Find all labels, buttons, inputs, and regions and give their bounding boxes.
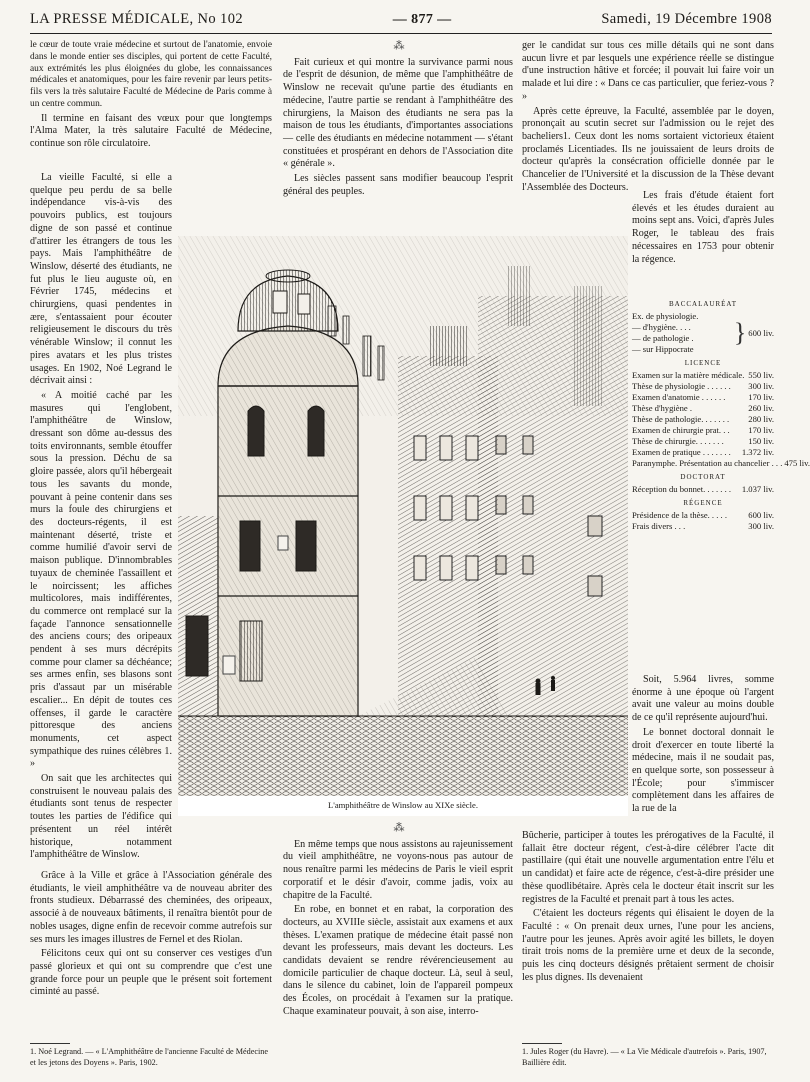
engraving-figure [178,236,628,816]
fee-amount: 1.037 liv. [741,484,774,494]
fee-label: Présidence de la thèse. . . . . [632,510,727,520]
journal-title: LA PRESSE MÉDICALE, No 102 [30,11,244,27]
paragraph: Les frais d'étude étaient fort élevés et les études duraient au moins sept ans. Voici, d'après Jules Roger, le tableau des frais nécessaires en 1753 pour obtenir la régence. [632,190,774,265]
doctorat-rows [632,484,774,495]
page-header [30,6,772,34]
column-2-bottom [283,822,513,1021]
paragraph: Bûcherie, participer à toutes les prérogatives de la Faculté, il fallait être docteur régent, c'est-à-dire célébrer l'acte dit pastillaire (qui était une nouvelle argumentation entre l'élu et un candidat) et faire acte de régence, c'est-à-dire présider une thèse quodlibétaire. Après cela le docteur était inscrit sur les registres de la Faculté et prenait part à tous les actes. [522,830,774,905]
column-3-footnote [522,1043,774,1070]
section-separator: ⁂ [393,822,403,834]
table-heading: LICENCE [684,359,722,367]
fee-amount: 475 liv. [784,458,810,468]
paragraph: le cœur de toute vraie médecine et surtout de l'anatomie, envoie dans le monde entier ses disciples, qui portent de cette Faculté, aux extrémités les plus éloignées du globe, les connaissances médicales et anatomiques, pour les faire revenir par leurs petits-fils vers la très salutaire Faculté de Médecine de Paris comme à un centre commun. [30,40,272,109]
baccalaureat-item: Ex. de physiologie. [632,311,699,321]
licence-rows [632,370,810,469]
fee-amount: 170 liv. [748,425,774,435]
fee-row [632,510,774,521]
fee-label: Thèse de physiologie . . . . . . [632,381,731,391]
column-1-narrow [30,172,172,864]
baccalaureat-item: — d'hygiène. . . . [632,322,691,332]
column-1-bottom [30,870,272,1001]
paragraph: Le bonnet doctoral donnait le droit d'exercer en toute liberté la médecine, mais il ne soudait pas, en quelque sorte, son possesseur à l'École; pour s'immiscer complètement dans les affaires de la rue de la [632,726,774,815]
quote-paragraph: « A moitié caché par les masures qui l'englobent, l'amphithéâtre de Winslow, dressant son dôme au-dessus des toits environnants, semble étouffer sous la pression. Déchu de sa gloire passée, alors qu'il hébergeait tous les savants du monde, pouvant à peine contenir dans ses murs la foule des chirurgiens et des docteurs-régents, il est maintenant déserté, triste et comme humilié d'avoir servi de maison publique. D'innombrables tuyaux de cheminée l'assaillent et le noircissent; les affiches multicolores, mais indifférentes, du commerce ont remplacé sur la façade l'annonce sensationnelle des anciens cours; des oripeaux pendent à ses murs décrépits comme pour clamer sa déchéance; ses armes enfin, ses blasons sont pris d'assaut par un misérable escalier... En dépit de toutes ces offenses, il garde le caractère pittoresque des anciens monuments, cet aspect sympathique des ruines célèbres 1. » [30,389,172,770]
paragraph: Il termine en faisant des vœux pour que longtemps l'Alma Mater, la très salutaire Faculté de Médecine, continue son rôle circulatoire. [30,112,272,150]
column-3-intro [632,190,774,268]
fee-amount: 260 liv. [748,403,774,413]
paragraph: On sait que les architectes qui construisent le nouveau palais des étudiants sont tenus de respecter toutes les parties de l'édifice qui présentent un réel intérêt historique, notamment l'amphithéâtre de Winslow. [30,773,172,861]
fee-row [632,392,774,403]
fee-label: Examen d'anatomie . . . . . . [632,392,726,402]
paragraph: Félicitons ceux qui ont su conserver ces vestiges d'un passé glorieux et qui ont su comprendre que c'est une grande force pour un peuple que le présent soit fortement ciminté au passé. [30,948,272,998]
column-3-mid [632,674,774,818]
paragraph: En même temps que nous assistons au rajeunissement du vieil amphithéâtre, ne voyons-nous pas autour de nous renaître parmi les médecins de Paris le vieil esprit corporatif et le désir d'avoir, comme jadis, voix au chapitre de la Faculté. [283,838,513,901]
fee-label: Examen sur la matière médicale. [632,370,745,380]
table-heading: DOCTORAT [680,473,726,481]
paragraph: Les siècles passent sans modifier beaucoup l'esprit général des peuples. [283,173,513,197]
fees-table [632,296,810,532]
fee-row [632,425,774,436]
column-3-top [522,40,774,196]
fee-row [632,381,774,392]
baccalaureat-item: — de pathologie . [632,333,694,343]
paragraph: Fait curieux et qui montre la survivance parmi nous de l'esprit de désunion, de même que l'amphithéâtre de Winslow ne recevait qu'une partie des étudiants en médecine, l'autre partie se rendant à l'amphithéâtre des chirurgiens, la Maison des étudiants ne sera pas la maison de tous les étudiants, d'importantes associations — celle des étudiants en médecine notamment — s'étant constituées et prospérant en dehors de l'Association dite « générale ». [283,56,513,170]
fee-amount: 150 liv. [748,436,774,446]
fee-row [632,484,774,495]
column-1-top [30,40,272,153]
fee-row [632,521,774,532]
paragraph: Après cette épreuve, la Faculté, assemblée par le doyen, prononçait au scutin secret sur l'admission ou le rejet des bacheliers1. Ceux dont les noms sortaient victorieux étaient proclamés Licentiades. Ils ne jouissaient de leurs droits de docteur qu'après la consécration officielle donnée par le Chancelier de l'Université et la discussion de la Thèse devant l'Assemblée des Docteurs. [522,105,774,193]
fee-row [632,414,774,425]
page-number: — 877 — [392,11,452,27]
table-heading: RÉGENCE [683,499,723,507]
section-separator: ⁂ [393,40,403,52]
fee-amount: 600 liv. [748,510,774,520]
figure-caption: L'amphithéâtre de Winslow au XIXe siècle. [328,800,478,810]
fee-label: Thèse de pathologie. . . . . . . [632,414,730,424]
footnote-rule [522,1043,562,1044]
fee-amount: 300 liv. [748,521,774,531]
footnote: 1. Jules Roger (du Havre). — « La Vie Médicale d'autrefois ». Paris, 1907, Baillière édit. [522,1047,767,1067]
baccalaureat-amount: 600 liv. [748,327,774,338]
footnote: 1. Noé Legrand. — « L'Amphithéâtre de l'ancienne Faculté de Médecine et les jetons des Doyens ». Paris, 1902. [30,1047,269,1067]
fee-label: Frais divers . . . [632,521,686,531]
fee-row [632,370,774,381]
column-2-top [283,40,513,200]
fee-label: Thèse de chirurgie. . . . . . . [632,436,724,446]
baccalaureat-item: — sur Hippocrate [632,344,694,354]
fee-amount: 300 liv. [748,381,774,391]
amphitheatre-engraving [178,236,628,796]
issue-date: Samedi, 19 Décembre 1908 [601,11,772,27]
paragraph: La vieille Faculté, si elle a quelque peu perdu de sa belle indépendance vis-à-vis des pouvoirs publics, est toujours digne de son passé et continue d'attirer les étrangers de tous les pays. Mais l'amphithéâtre de Winslow, déserté des étudiants, ne fut plus le lieu auguste où, en Février 1745, médecins et chirurgiens, quasi pendentes in ære, s'entassaient pour écouter religieusement le discours du très vénérable Winslow; il connut les pires avatars et les plus tristes usages. En 1902, Noé Legrand le décrivait ainsi : [30,172,172,387]
fee-label: Examen de chirurgie prat. . . [632,425,730,435]
fee-row [632,458,810,469]
fee-amount: 550 liv. [748,370,774,380]
table-heading: BACCALAURÉAT [668,300,737,308]
fee-amount: 170 liv. [748,392,774,402]
fee-label: Paranymphe. Présentation au chancelier . . . [632,458,783,468]
fee-label: Thèse d'hygiène . [632,403,693,413]
fee-row [632,447,774,458]
footnote-rule [30,1043,70,1044]
fee-row [632,403,774,414]
baccalaureat-items [632,311,732,355]
paragraph: C'étaient les docteurs régents qui élisaient le doyen de la Faculté : « On prenait deux urnes, l'une pour les anciens, l'autre pour les jeunes. Après avoir agité les billets, le doyen tirait trois noms de la première urne et deux de la seconde, puis les cinq docteurs désignés prêtaient serment de choisir les plus dignes. Ils devenaient [522,908,774,983]
fee-row [632,436,774,447]
paragraph: Grâce à la Ville et grâce à l'Association générale des étudiants, le vieil amphithéâtre va de nouveau abriter des fronts studieux. Débarrassé des cheminées, des oripeaux, associé à de nouveaux bâtiments, il renaîtra bientôt pour de nobles usages, digne enfin de recevoir comme autrefois sur ses murs les images illustres de Fernel et des Riolan. [30,870,272,945]
brace: } [733,318,747,347]
fee-label: Réception du bonnet. . . . . . . [632,484,732,494]
column-1-footnote [30,1043,272,1070]
baccalaureat-group [632,311,774,355]
paragraph: Soit, 5.964 livres, somme énorme à une époque où l'argent avait une valeur au moins double de ce qu'il représente aujourd'hui. [632,674,774,724]
paragraph: ger le candidat sur tous ces mille détails qui ne sont dans aucun livre et par lesquels une expérience réelle se distingue d'une instruction hâtive et forcée; il pouvait lui faire voir un malade et lui dire : « Dans ce cas particulier, que feriez-vous ? » [522,40,774,102]
column-3-bottom [522,830,774,986]
regence-rows [632,510,774,532]
fee-amount: 1.372 liv. [741,447,774,457]
paragraph: En robe, en bonnet et en rabat, la corporation des docteurs, au XVIIIe siècle, assistait aux examens et aux thèses. L'examen pratique de médecine était passé non devant les professeurs, mais devant les docteurs. Les candidats devaient se rendre révérencieusement au domicile particulier de chaque docteur. Là, seul à seul, dans le silence du cabinet, loin de l'appareil pompeux des Écoles, on procédait à l'examen sur la pratique. Chaque examinateur pouvait, à son aise, interro- [283,904,513,1017]
fee-amount: 280 liv. [748,414,774,424]
fee-label: Examen de pratique . . . . . . . [632,447,731,457]
